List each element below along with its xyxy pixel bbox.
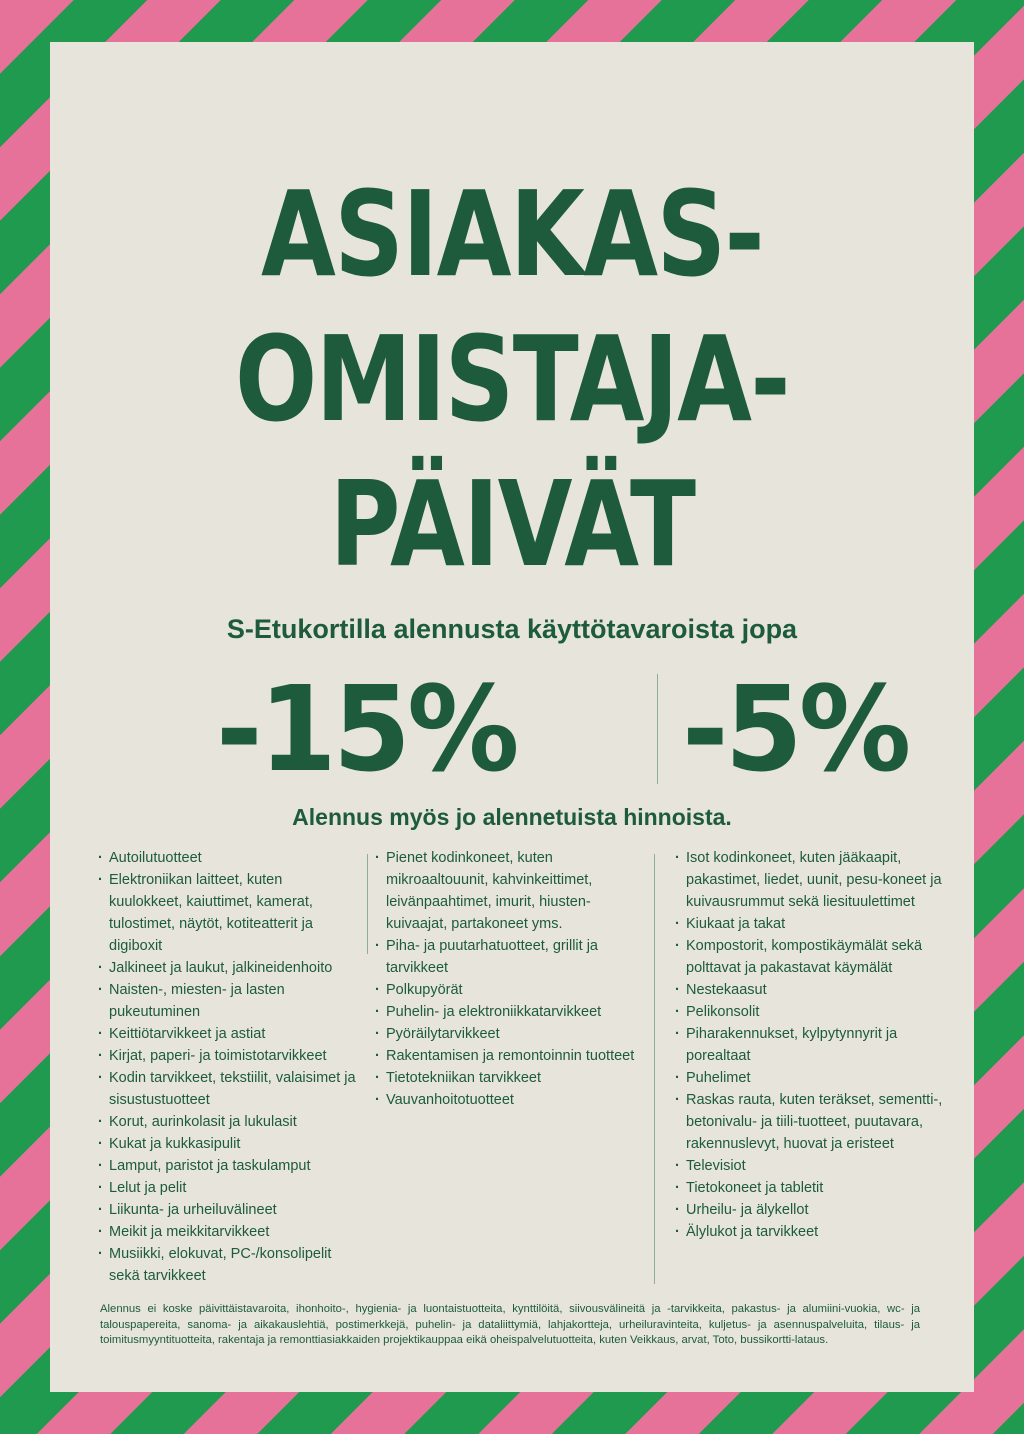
list-item: · Autoilutuotteet <box>98 847 358 869</box>
column-divider <box>367 854 368 954</box>
list-item: · Pelikonsolit <box>675 1001 945 1023</box>
discount-5-percent: -5% <box>682 660 908 798</box>
list-item: · Kirjat, paperi- ja toimistotarvikkeet <box>98 1045 358 1067</box>
category-list-middle <box>375 847 635 1111</box>
headline-line-2: OMISTAJA- <box>235 310 789 448</box>
list-item: · Isot kodinkoneet, kuten jääkaapit, pakastimet, liedet, uunit, pesu-koneet ja kuivausrummut sekä liesituulettimet <box>675 847 945 913</box>
footnote: Alennus ei koske päivittäistavaroita, ihonhoito-, hygienia- ja luontaistuotteita, kynttilöitä, siivousvälineitä ja -tarvikkeita, pakastus- ja alumiini-vuokia, wc- ja talouspapereita, sanoma- ja aikakauslehtiä, postimerkkejä, puhelin- ja dataliittymiä, lahjakortteja, urheiluravinteita, kuljetus- ja asennuspalveluita, tilaus- ja toimitusmyyntituotteita, rakentaja ja remonttiasiakkaiden projektikauppaa eikä oheispalvelutuotteita, kuten Veikkaus, arvat, Toto, bussikortti-lataus. <box>100 1303 920 1346</box>
list-item: · Pienet kodinkoneet, kuten mikroaaltouunit, kahvinkeittimet, leivänpaahtimet, imurit, hiusten-kuivaajat, partakoneet yms. <box>375 847 635 935</box>
list-item: · Lelut ja pelit <box>98 1177 358 1199</box>
list-item: · Pyöräilytarvikkeet <box>375 1023 635 1045</box>
list-item: · Puhelin- ja elektroniikkatarvikkeet <box>375 1001 635 1023</box>
list-item: · Kompostorit, kompostikäymälät sekä polttavat ja pakastavat käymälät <box>675 935 945 979</box>
list-item: · Elektroniikan laitteet, kuten kuulokkeet, kaiuttimet, kamerat, tulostimet, näytöt, kotiteatterit ja digiboxit <box>98 869 358 957</box>
subtitle: S-Etukortilla alennusta käyttötavaroista jopa <box>226 614 798 644</box>
list-item: · Tietokoneet ja tabletit <box>675 1177 945 1199</box>
list-item: · Jalkineet ja laukut, jalkineidenhoito <box>98 957 358 979</box>
headline-line-1: ASIAKAS- <box>260 165 764 303</box>
list-item: · Vauvanhoitotuotteet <box>375 1089 635 1111</box>
list-item: · Puhelimet <box>675 1067 945 1089</box>
list-item: · Urheilu- ja älykellot <box>675 1199 945 1221</box>
list-item: · Älylukot ja tarvikkeet <box>675 1221 945 1243</box>
column-divider <box>654 854 655 1284</box>
poster-panel <box>50 42 974 1392</box>
list-item: · Raskas rauta, kuten teräkset, sementti-, betonivalu- ja tiili-tuotteet, puutavara, rakennuslevyt, huovat ja eristeet <box>675 1089 945 1155</box>
list-item: · Kodin tarvikkeet, tekstiilit, valaisimet ja sisustustuotteet <box>98 1067 358 1111</box>
headline-line-3: PÄIVÄT <box>329 455 695 593</box>
discount-divider <box>657 674 658 784</box>
list-item: · Musiikki, elokuvat, PC-/konsolipelit sekä tarvikkeet <box>98 1243 358 1287</box>
list-item: · Keittiötarvikkeet ja astiat <box>98 1023 358 1045</box>
list-item: · Korut, aurinkolasit ja lukulasit <box>98 1111 358 1133</box>
category-list-left <box>98 847 358 1287</box>
headline <box>133 162 891 597</box>
list-item: · Rakentamisen ja remontoinnin tuotteet <box>375 1045 635 1067</box>
list-item: · Kiukaat ja takat <box>675 913 945 935</box>
category-list-right <box>675 847 945 1243</box>
list-item: · Kukat ja kukkasipulit <box>98 1133 358 1155</box>
list-item: · Meikit ja meikkitarvikkeet <box>98 1221 358 1243</box>
list-item: · Tietotekniikan tarvikkeet <box>375 1067 635 1089</box>
list-item: · Piha- ja puutarhatuotteet, grillit ja tarvikkeet <box>375 935 635 979</box>
list-item: · Nestekaasut <box>675 979 945 1001</box>
list-item: · Liikunta- ja urheiluvälineet <box>98 1199 358 1221</box>
list-item: · Piharakennukset, kylpytynnyrit ja porealtaat <box>675 1023 945 1067</box>
list-item: · Naisten-, miesten- ja lasten pukeutuminen <box>98 979 358 1023</box>
discount-15-percent: -15% <box>216 660 516 798</box>
list-item: · Polkupyörät <box>375 979 635 1001</box>
list-item: · Televisiot <box>675 1155 945 1177</box>
list-item: · Lamput, paristot ja taskulamput <box>98 1155 358 1177</box>
discount-note: Alennus myös jo alennetuista hinnoista. <box>292 804 732 830</box>
